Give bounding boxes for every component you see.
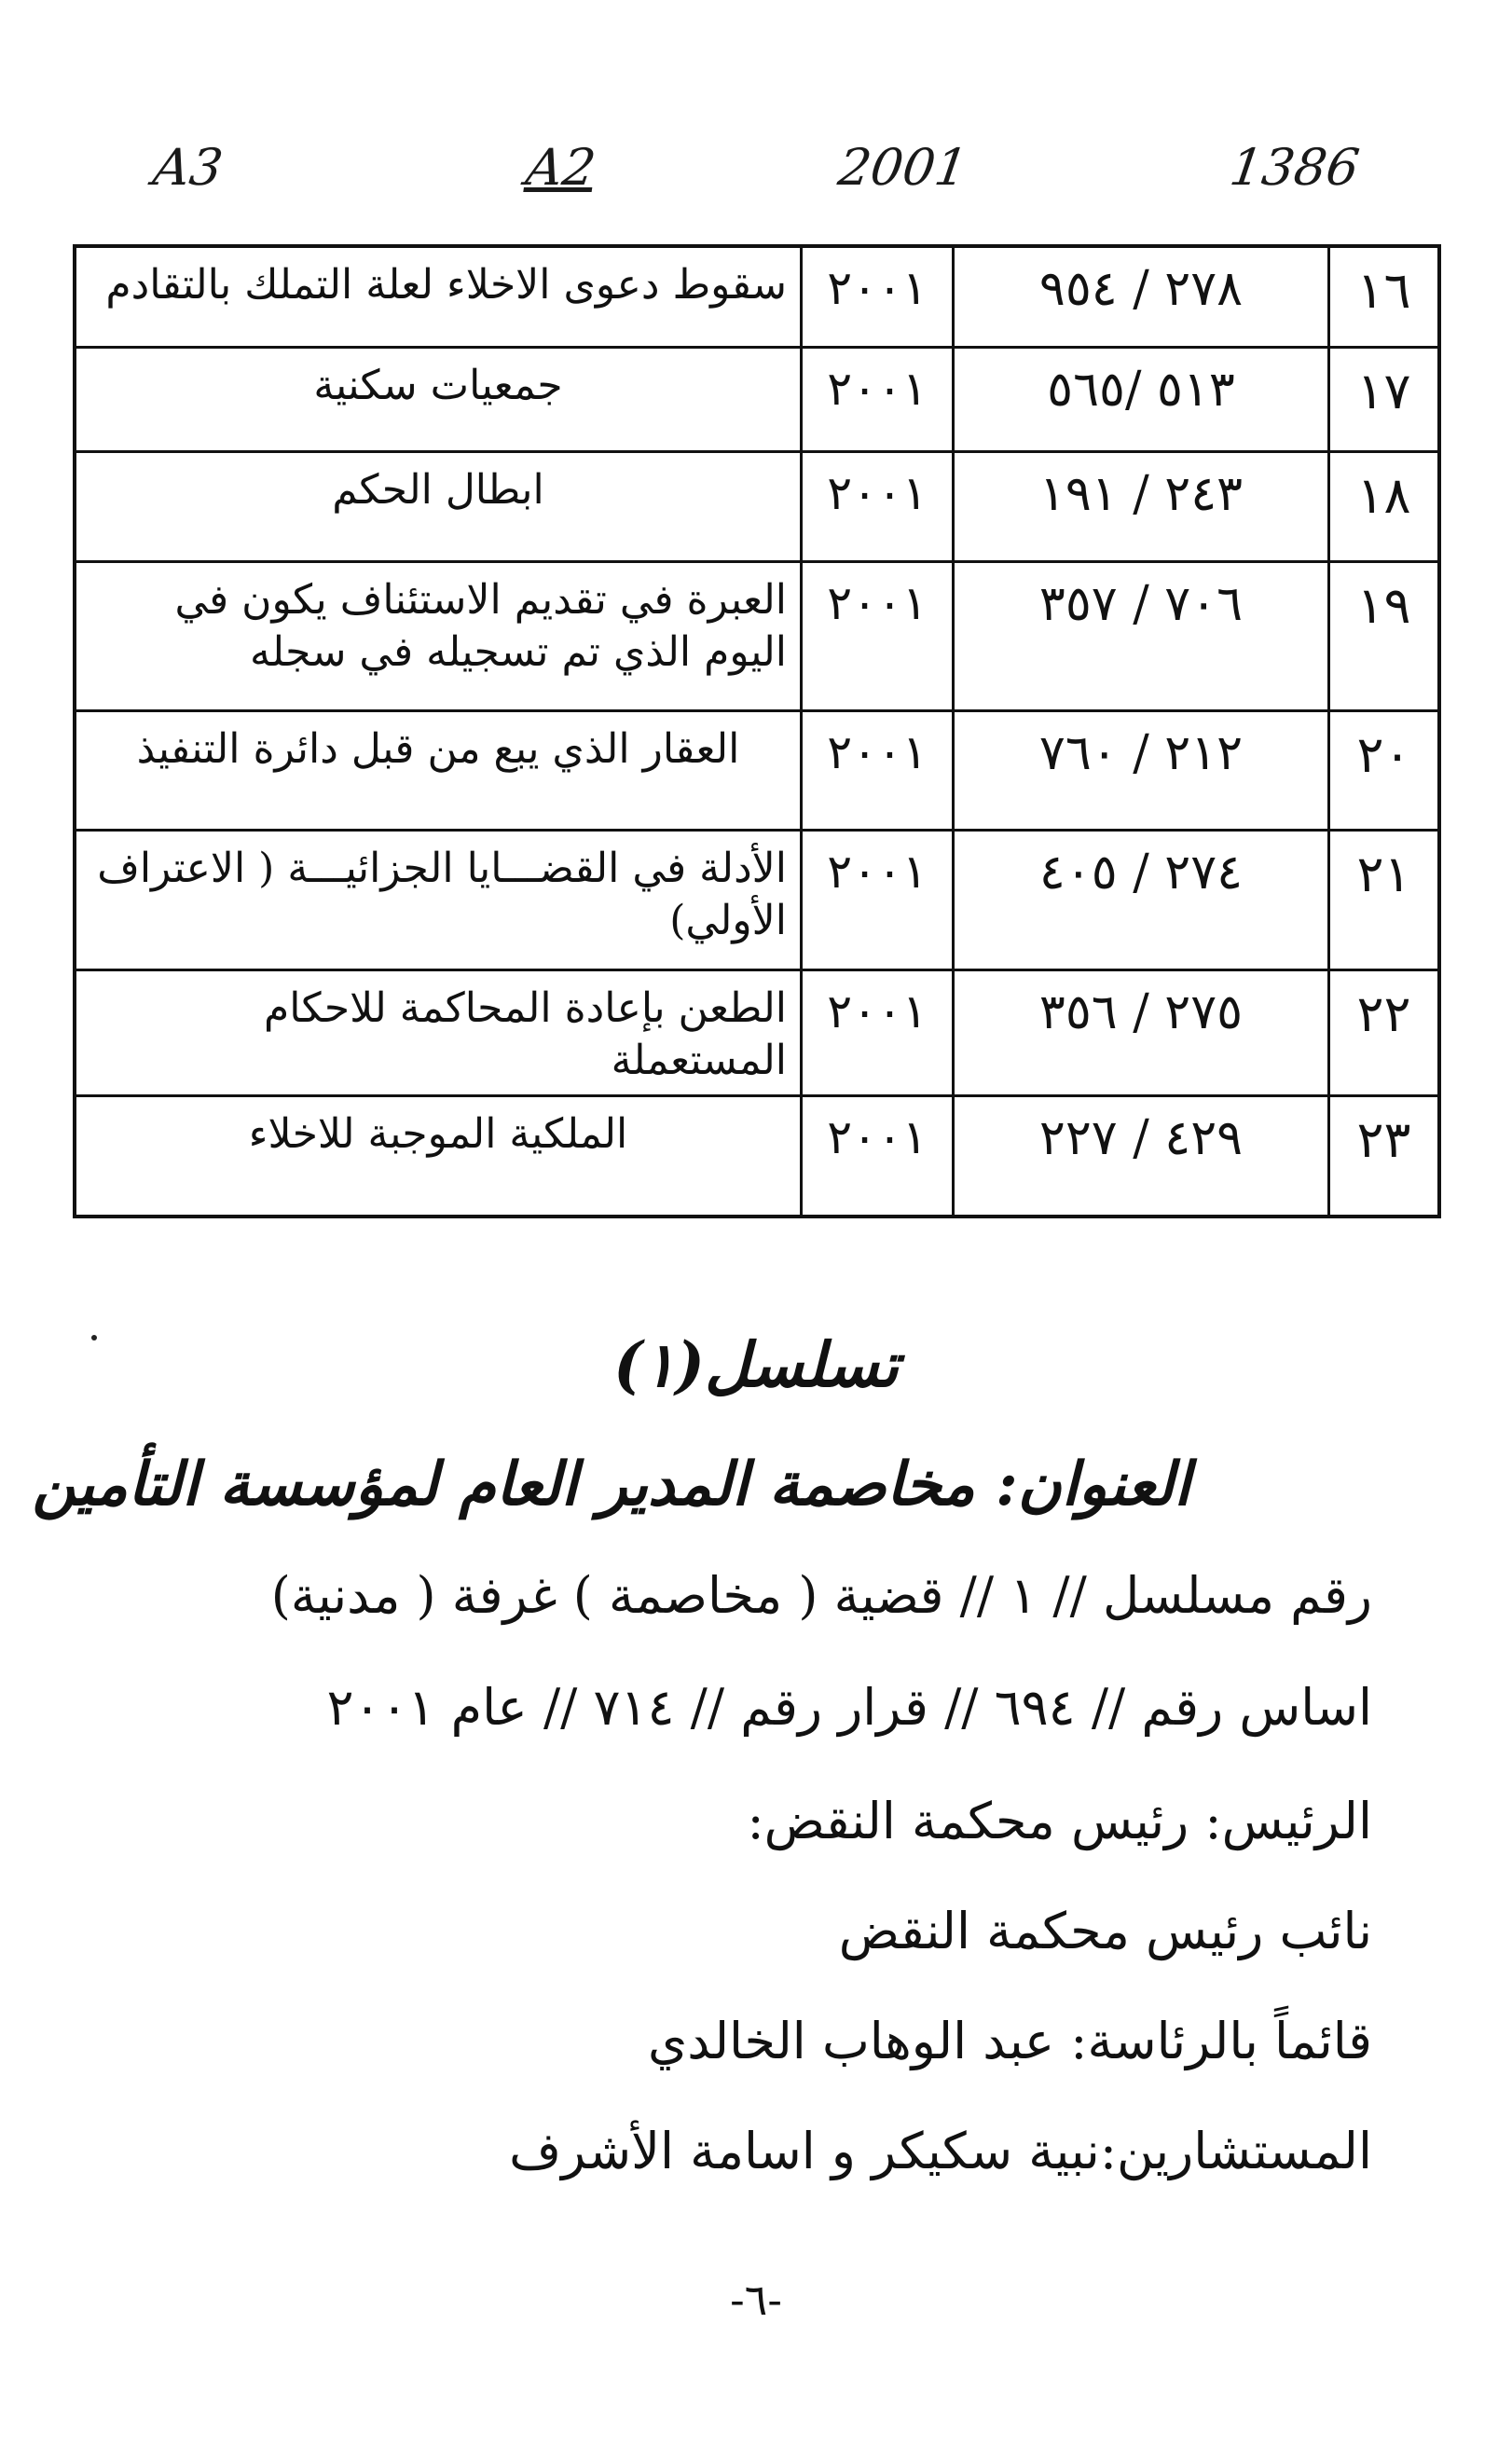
counselors-line: المستشارين:نبية سكيكر و اسامة الأشرف bbox=[509, 2122, 1372, 2180]
ruling-reference: ٧٠٦ / ٣٥٧ bbox=[954, 561, 1329, 710]
document-title: العنوان: مخاصمة المدير العام لمؤسسة التأمين bbox=[32, 1450, 1190, 1519]
ruling-reference: ٢٧٤ / ٤٠٥ bbox=[954, 830, 1329, 969]
table-row bbox=[75, 1095, 1439, 1217]
president-line: الرئيس: رئيس محكمة النقض: bbox=[747, 1792, 1372, 1850]
ruling-subject: الطعن بإعادة المحاكمة للاحكام المستعملة bbox=[75, 969, 802, 1095]
table-row bbox=[75, 347, 1439, 451]
ruling-reference: ٢١٢ / ٧٦٠ bbox=[954, 710, 1329, 830]
table-row bbox=[75, 710, 1439, 830]
ruling-subject: العقار الذي يبع من قبل دائرة التنفيذ bbox=[75, 710, 802, 830]
ruling-reference: ٢٧٨ / ٩٥٤ bbox=[954, 246, 1329, 347]
handwritten-note-3: 2001 bbox=[834, 138, 971, 197]
case-serial-line: رقم مسلسل // ١ // قضية ( مخاصمة ) غرفة ( مدنية) bbox=[270, 1566, 1372, 1625]
table-row bbox=[75, 561, 1439, 710]
ruling-year: ٢٠٠١ bbox=[802, 246, 954, 347]
ruling-subject: الملكية الموجبة للاخلاء bbox=[75, 1095, 802, 1217]
row-number: ١٨ bbox=[1329, 451, 1440, 561]
row-number: ١٩ bbox=[1329, 561, 1440, 710]
ruling-subject: العبرة في تقديم الاستئناف يكون في اليوم الذي تم تسجيله في سجله bbox=[75, 561, 802, 710]
ruling-year: ٢٠٠١ bbox=[802, 710, 954, 830]
ruling-reference: ٢٧٥ / ٣٥٦ bbox=[954, 969, 1329, 1095]
table-row bbox=[75, 246, 1439, 347]
ruling-subject: جمعيات سكنية bbox=[75, 347, 802, 451]
ruling-reference: ٢٤٣ / ١٩١ bbox=[954, 451, 1329, 561]
ruling-year: ٢٠٠١ bbox=[802, 969, 954, 1095]
ruling-subject: سقوط دعوى الاخلاء لعلة التملك بالتقادم bbox=[75, 246, 802, 347]
ruling-year: ٢٠٠١ bbox=[802, 561, 954, 710]
ruling-reference: ٥١٣ /٥٦٥ bbox=[954, 347, 1329, 451]
row-number: ١٦ bbox=[1329, 246, 1440, 347]
table-row bbox=[75, 969, 1439, 1095]
case-basis-line: اساس رقم // ٦٩٤ // قرار رقم // ٧١٤ // عام ٢٠٠١ bbox=[326, 1678, 1372, 1737]
table-row bbox=[75, 451, 1439, 561]
row-number: ٢٠ bbox=[1329, 710, 1440, 830]
handwritten-note-2: A2 bbox=[522, 138, 599, 197]
ruling-year: ٢٠٠١ bbox=[802, 830, 954, 969]
ruling-subject: الأدلة في القضـــايا الجزائيـــة ( الاعتراف الأولي) bbox=[75, 830, 802, 969]
handwritten-note-1: A3 bbox=[149, 138, 227, 197]
row-number: ١٧ bbox=[1329, 347, 1440, 451]
ruling-year: ٢٠٠١ bbox=[802, 347, 954, 451]
row-number: ٢٣ bbox=[1329, 1095, 1440, 1217]
series-title: تسلسل(١) bbox=[613, 1328, 899, 1401]
rulings-index-table bbox=[73, 244, 1441, 1218]
handwritten-note-4: 1386 bbox=[1226, 138, 1363, 197]
acting-president-line: قائماً بالرئاسة: عبد الوهاب الخالدي bbox=[647, 2012, 1372, 2070]
ruling-subject: ابطال الحكم bbox=[75, 451, 802, 561]
ruling-reference: ٤٢٩ / ٢٢٧ bbox=[954, 1095, 1329, 1217]
table-row bbox=[75, 830, 1439, 969]
ruling-year: ٢٠٠١ bbox=[802, 1095, 954, 1217]
vice-president-line: نائب رئيس محكمة النقض bbox=[838, 1902, 1372, 1960]
row-number: ٢٢ bbox=[1329, 969, 1440, 1095]
page-number: -٦- bbox=[730, 2275, 782, 2325]
row-number: ٢١ bbox=[1329, 830, 1440, 969]
ruling-year: ٢٠٠١ bbox=[802, 451, 954, 561]
